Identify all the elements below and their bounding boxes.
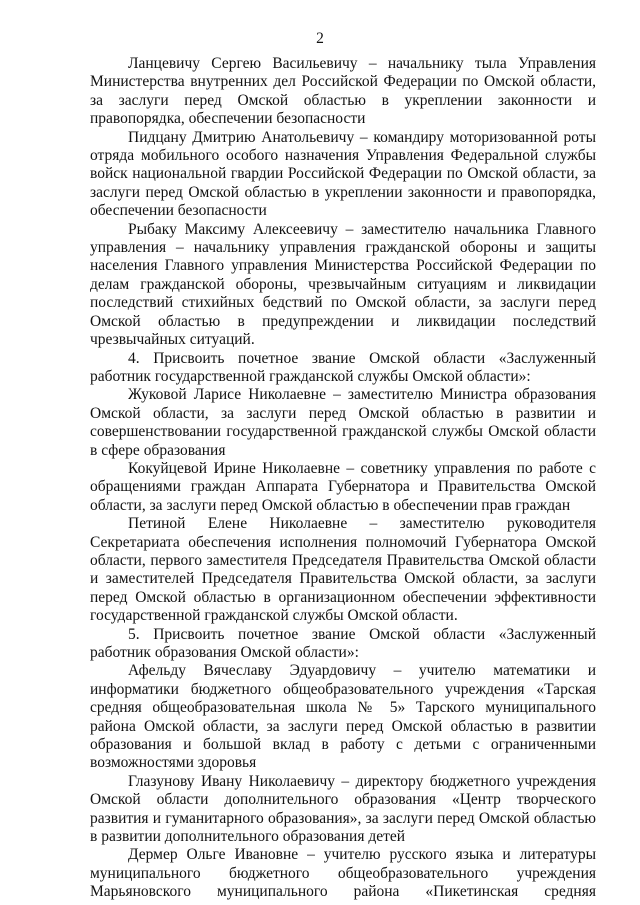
- section-4-heading: 4. Присвоить почетное звание Омской области «Заслуженный работник государственной гражданской службы Омской области»:: [90, 349, 596, 385]
- award-paragraph-zhukova: Жуковой Ларисе Николаевне – заместителю Министра образования Омской области, за заслуги перед Омской областью в развитии и совершенствовании государственной гражданской службы Омской области в сфере образования: [90, 386, 596, 459]
- award-paragraph-petina: Петиной Елене Николаевне – заместителю руководителя Секретариата обеспечения исполнения полномочий Губернатора Омской области, первого заместителя Председателя Правительства Омской области и заместителей Председателя Правительства Омской области, за заслуги перед Омской областью в организационном обеспечении эффективности государственной гражданской службы Омской области.: [90, 515, 596, 625]
- award-paragraph-dermer: Дермер Ольге Ивановне – учителю русского языка и литературы муниципального бюджетного общеобразовательного учреждения Марьяновского муниципального района «Пикетинская средняя: [90, 846, 596, 901]
- award-paragraph-rybak: Рыбаку Максиму Алексеевичу – заместителю начальника Главного управления – начальнику управления гражданской обороны и защиты населения Главного управления Министерства Российской Федерации по делам гражданской обороны, чрезвычайным ситуациям и ликвидации последствий стихийных бедствий по Омской области, за заслуги перед Омской областью в предупреждении и ликвидации последствий чрезвычайных ситуаций.: [90, 220, 596, 349]
- award-paragraph-pidtsan: Пидцану Дмитрию Анатольевичу – командиру моторизованной роты отряда мобильного особого назначения Управления Федеральной службы войск национальной гвардии Российской Федерации по Омской области, за заслуги перед Омской областью в укреплении законности и правопорядка, обеспечении безопасности: [90, 128, 596, 220]
- section-5-heading: 5. Присвоить почетное звание Омской области «Заслуженный работник образования Омской области»:: [90, 625, 596, 661]
- page-number: 2: [316, 30, 324, 47]
- document-body: [90, 55, 596, 902]
- award-paragraph-kokuytseva: Кокуйцевой Ирине Николаевне – советнику управления по работе с обращениями граждан Аппарата Губернатора и Правительства Омской области, за заслуги перед Омской областью в обеспечении прав граждан: [90, 459, 596, 514]
- award-paragraph-glazunov: Глазунову Ивану Николаевичу – директору бюджетного учреждения Омской области дополнительного образования «Центр творческого развития и гуманитарного образования», за заслуги перед Омской областью в развитии дополнительного образования детей: [90, 772, 596, 846]
- award-paragraph-lantsevich: Ланцевичу Сергею Васильевичу – начальнику тыла Управления Министерства внутренних дел Российской Федерации по Омской области, за заслуги перед Омской областью в укреплении законности и правопорядка, обеспечении безопасности: [90, 55, 596, 128]
- award-paragraph-afeld: Афельду Вячеславу Эдуардовичу – учителю математики и информатики бюджетного общеобразовательного учреждения «Тарская средняя общеобразовательная школа № 5» Тарского муниципального района Омской области, за заслуги перед Омской областью в развитии образования и большой вклад в работу с детьми с ограниченными возможностями здоровья: [90, 662, 596, 772]
